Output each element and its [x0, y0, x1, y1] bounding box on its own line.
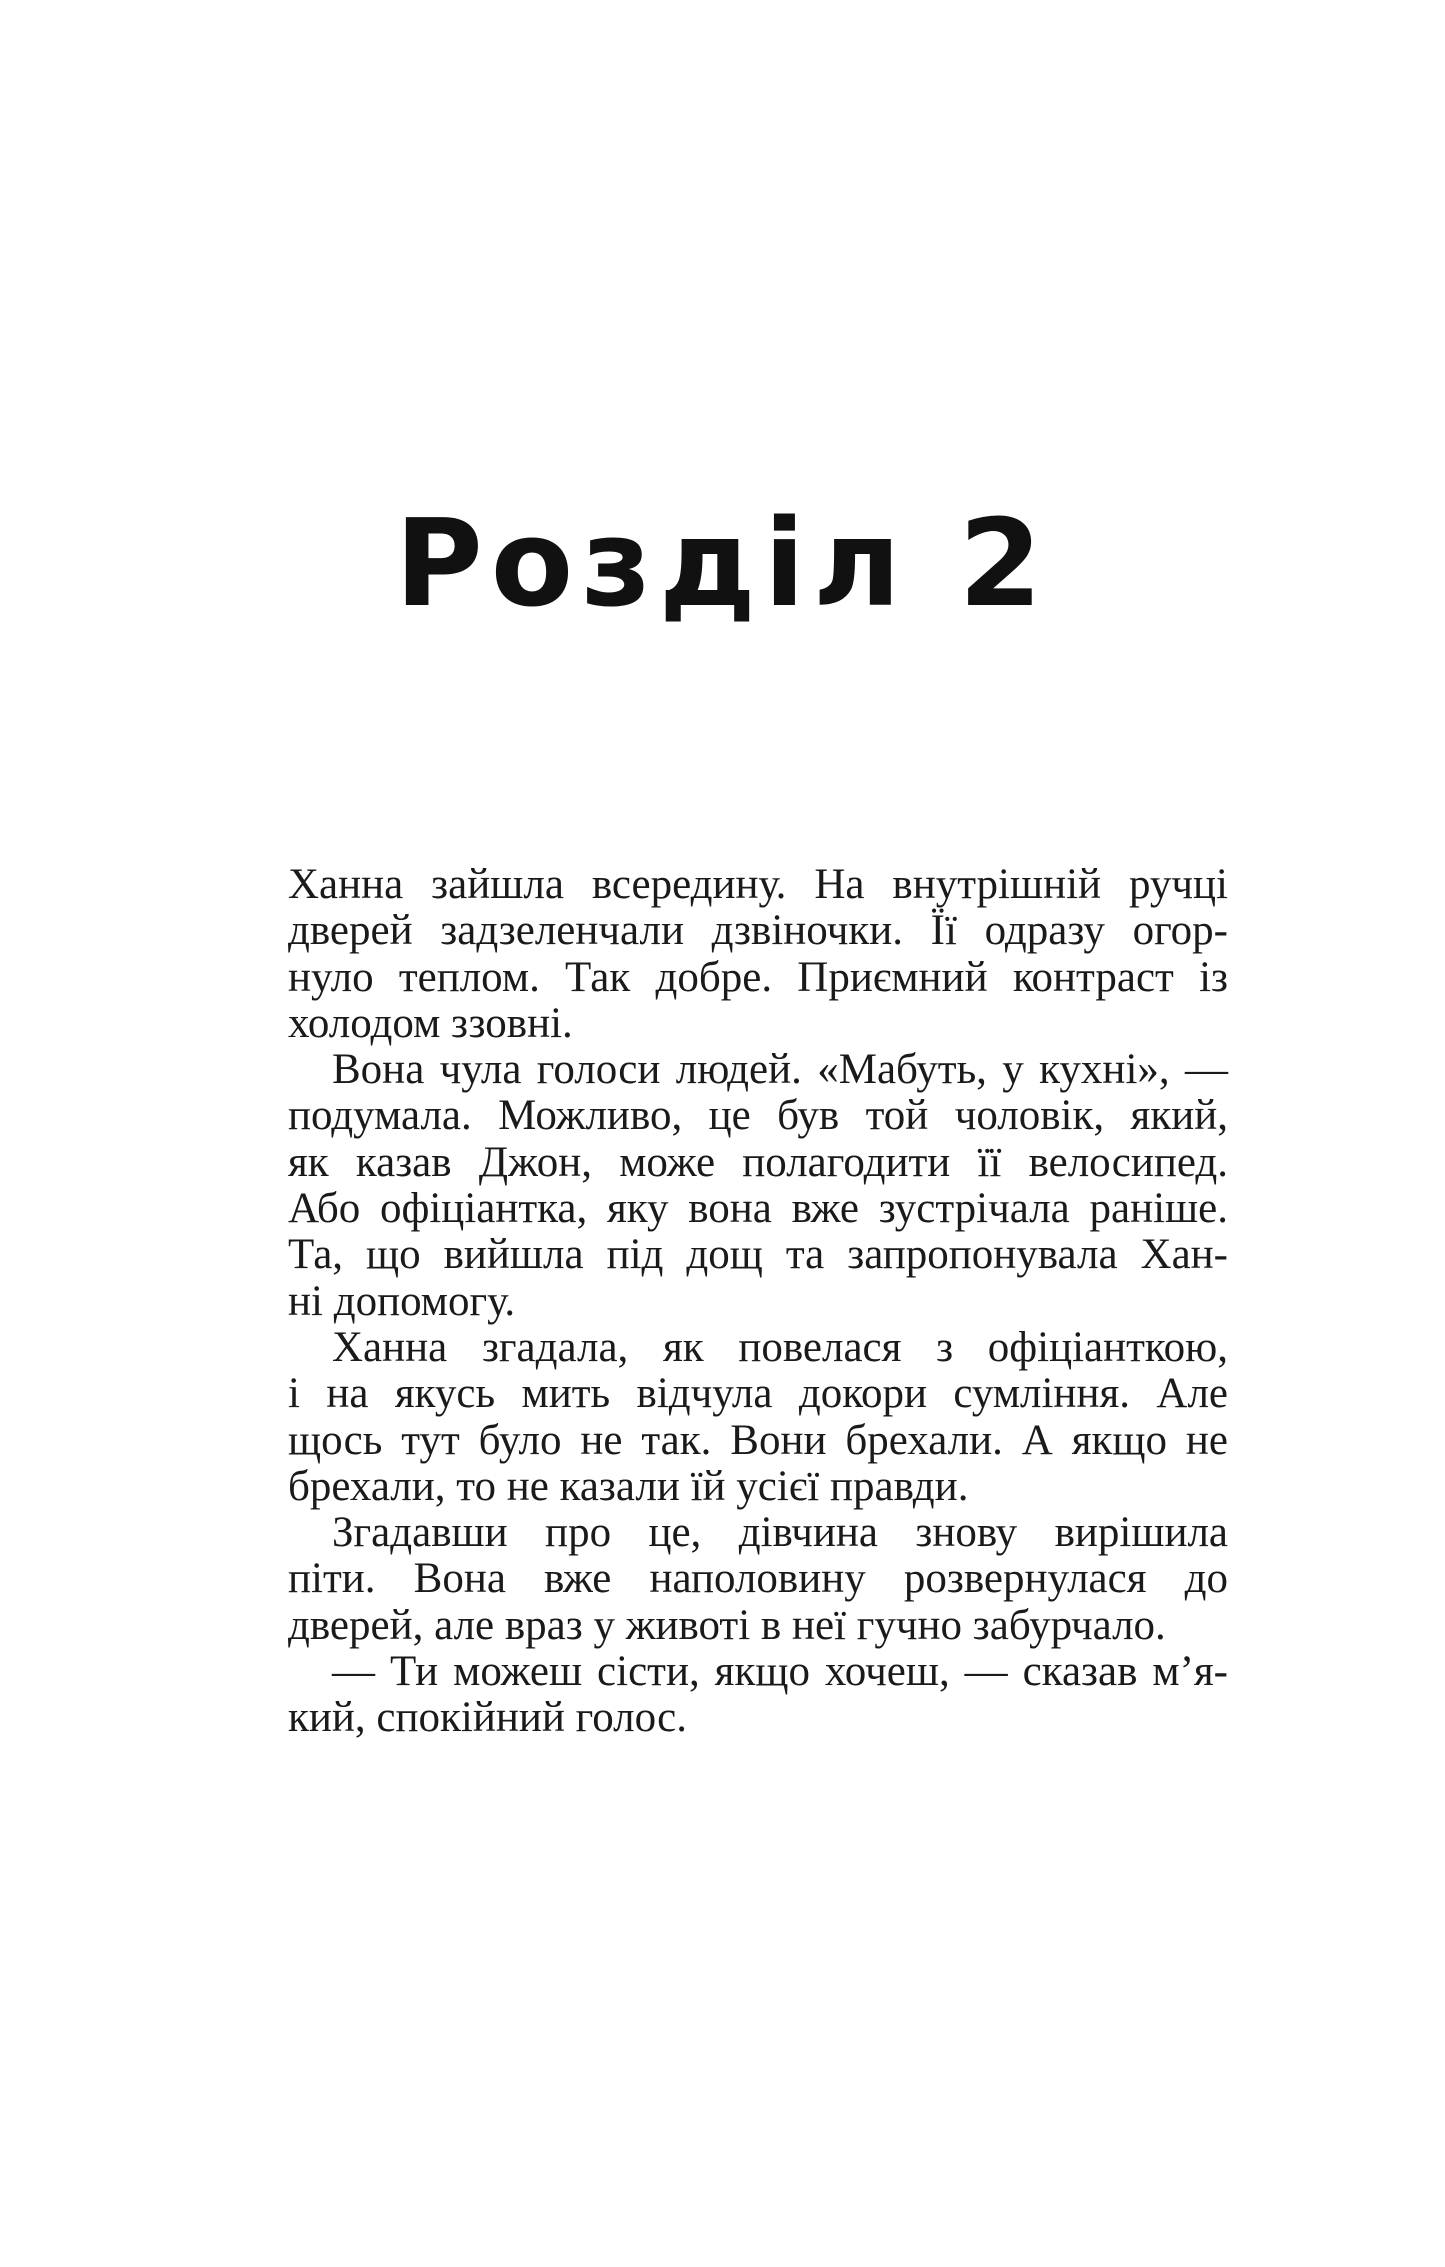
text-line: нуло теплом. Так добре. Приємний контраст із — [288, 953, 1228, 1001]
text-line: піти. Вона вже наполовину розвернулася до — [288, 1555, 1228, 1603]
text-line: дверей, але враз у животі в неї гучно забурчало. — [288, 1601, 1166, 1649]
text-line: брехали, то не казали їй усієї правди. — [288, 1462, 969, 1510]
paragraph-4 — [288, 1510, 1228, 1649]
text-line: і на якусь мить відчула докори сумління. Але — [288, 1370, 1228, 1418]
text-line: ні допомогу. — [288, 1277, 516, 1325]
paragraph-2 — [288, 1047, 1228, 1325]
body-text — [288, 862, 1228, 1742]
text-line: Та, що вийшла під дощ та запропонувала Хан- — [288, 1231, 1228, 1279]
text-line: Вона чула голоси людей. «Мабуть, у кухні», — — [332, 1046, 1228, 1094]
text-line: Ханна згадала, як повелася з офіціанткою, — [332, 1323, 1228, 1371]
text-line: — Ти можеш сісти, якщо хочеш, — сказав м’я- — [332, 1648, 1228, 1696]
text-line: як казав Джон, може полагодити її велосипед. — [288, 1138, 1228, 1186]
text-line: Згадавши про це, дівчина знову вирішила — [332, 1509, 1228, 1557]
paragraph-1 — [288, 862, 1228, 1047]
paragraph-3 — [288, 1325, 1228, 1510]
text-line: щось тут було не так. Вони брехали. А якщо не — [288, 1416, 1228, 1464]
text-line: подумала. Можливо, це був той чоловік, який, — [288, 1092, 1228, 1140]
chapter-title: Розділ 2 — [394, 495, 1051, 634]
paragraph-5 — [288, 1649, 1228, 1742]
text-line: Або офіціантка, яку вона вже зустрічала раніше. — [288, 1185, 1228, 1233]
text-line: дверей задзеленчали дзвіночки. Її одразу огор- — [288, 907, 1228, 955]
text-line: Ханна зайшла всередину. На внутрішній ручці — [288, 861, 1228, 908]
text-line: кий, спокійний голос. — [288, 1694, 688, 1742]
text-line: холодом ззовні. — [288, 999, 573, 1047]
